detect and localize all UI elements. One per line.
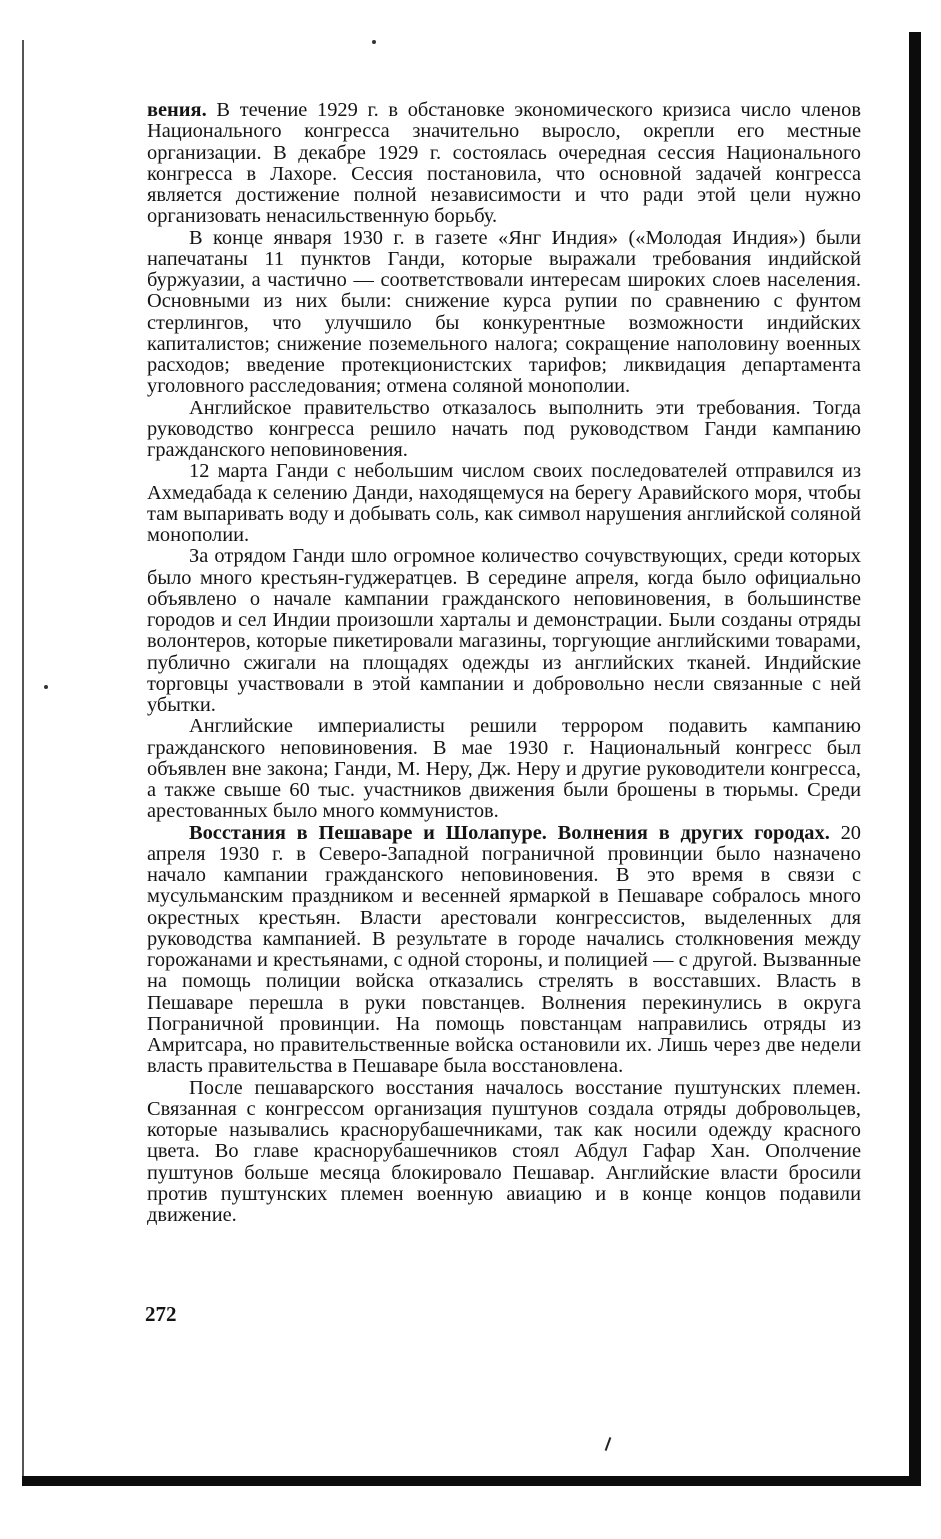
scan-speck (44, 685, 48, 689)
page-text (147, 100, 861, 1226)
paragraph-text: Английское правительство отказалось выполнить эти требования. Тогда руководство конгресса решило начать под руководством Ганди кампанию гражданского неповиновения. (147, 396, 861, 461)
paragraph-lead: вения. (147, 99, 207, 121)
paragraph (147, 461, 861, 546)
paragraph-text: 20 апреля 1930 г. в Северо-Западной пограничной провинции было назначено начало кампании гражданского неповиновения. В это время в связи с мусульманским праздником и весенней ярмаркой в Пешаваре собралось много окрестных крестьян. Власти арестовали конгрессистов, выделенных для руководства кампанией. В результате в городе начались столкновения между горожанами и крестьянами, с одной стороны, и полицией — с другой. Вызванные на помощь полиции войска отказались стрелять в восставших. Власть в Пешаваре перешла в руки повстанцев. Волнения перекинулись в округа Пограничной провинции. На помощь повстанцам направились отряды из Амритсара, но правительственные войска остановили их. Лишь через две недели власть правительства в Пешаваре была восстановлена. (147, 821, 861, 1078)
scan-right-border (909, 32, 921, 1482)
scan-bottom-border (22, 1476, 921, 1486)
page-number: 272 (145, 1302, 177, 1326)
scan-speck (372, 40, 376, 44)
paragraph (147, 228, 861, 398)
paragraph (147, 716, 861, 822)
paragraph (147, 1078, 861, 1227)
scan-left-edge (22, 40, 24, 1480)
section-heading: Восстания в Пешаваре и Шолапуре. Волнения в других городах. (189, 821, 830, 844)
paragraph-text: В конце января 1930 г. в газете «Янг Индия» («Молодая Индия») были напечатаны 11 пунктов Ганди, которые выражали требования индийской буржуазии, а частично — соответствовали интересам широких слоев населения. Основными из них были: снижение курса рупии по сравнению с фунтом стерлингов, что улучшило бы конкурентные возможности индийских капиталистов; снижение поземельного налога; сокращение наполовину военных расходов; введение протекционистских тарифов; ликвидация департамента уголовного расследования; отмена соляной монополии. (147, 226, 861, 398)
scan-pen-mark (605, 1437, 612, 1451)
paragraph-text: В течение 1929 г. в обстановке экономического кризиса число членов Национального конгресса значительно выросло, окрепли его местные организации. В декабре 1929 г. состоялась очередная сессия Национального конгресса в Лахоре. Сессия постановила, что основной задачей конгресса является достижение полной независимости и что ради этой цели нужно организовать ненасильственную борьбу. (147, 99, 861, 228)
paragraph (147, 546, 861, 716)
paragraph-text: За отрядом Ганди шло огромное количество сочувствующих, среди которых было много крестьян-гуджератцев. В середине апреля, когда было официально объявлено о начале кампании гражданского неповиновения, в большинстве городов и сел Индии произошли харталы и демонстрации. Были созданы отряды волонтеров, которые пикетировали магазины, торгующие английскими товарами, публично сжигали на площадях одежды из английских тканей. Индийские торговцы участвовали в этой кампании и добровольно несли связанные с ней убытки. (147, 545, 861, 716)
paragraph (147, 398, 861, 462)
paragraph-text: 12 марта Ганди с небольшим числом своих последователей отправился из Ахмедабада к селению Данди, находящемуся на берегу Аравийского моря, чтобы там выпаривать воду и добывать соль, как символ нарушения английской соляной монополии. (147, 460, 861, 546)
paragraph (147, 823, 861, 1078)
paragraph-text: Английские империалисты решили террором подавить кампанию гражданского неповиновения. В мае 1930 г. Национальный конгресс был объявлен вне закона; Ганди, М. Неру, Дж. Неру и другие руководители конгресса, а также свыше 60 тыс. участников движения были брошены в тюрьмы. Среди арестованных было много коммунистов. (147, 715, 861, 823)
paragraph (147, 100, 861, 228)
paragraph-text: После пешаварского восстания началось восстание пуштунских племен. Связанная с конгрессом организация пуштунов создала отряды добровольцев, которые назывались краснорубашечниками, так как носили одежду красного цвета. Во главе краснорубашечников стоял Абдул Гафар Хан. Ополчение пуштунов больше месяца блокировало Пешавар. Английские власти бросили против пуштунских племен военную авиацию и в конце концов подавили движение. (147, 1076, 861, 1226)
